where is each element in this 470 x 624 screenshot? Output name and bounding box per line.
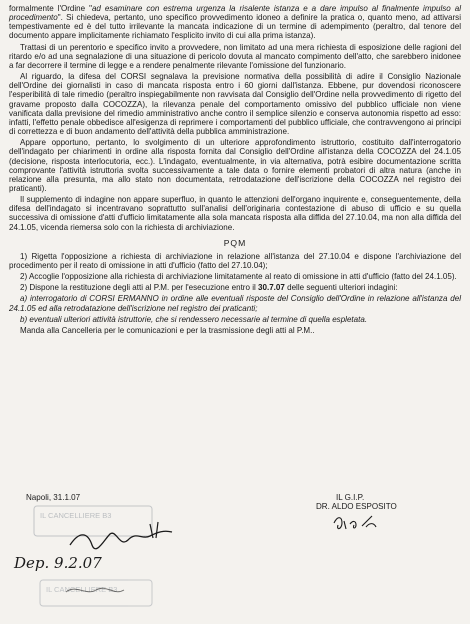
- handwritten-deposit-date: Dep. 9.2.07: [14, 554, 102, 572]
- pqm-item-1: [9, 272, 461, 281]
- stamp-text-bottom: IL CANCELLIERE B3: [46, 585, 118, 594]
- pqm-item-0-text-0: 1) Rigetta l'opposizione a richiesta di archiviazione in relazione all'istanza del 27.10.04 e dispone l'archiviazione del procedimento per il reato di omissione in atti d'ufficio (fatto del 27.10.04);: [9, 251, 461, 270]
- paragraph-3: [9, 138, 461, 193]
- pqm-item-2-text-2: delle seguenti ulteriori indagini:: [284, 283, 398, 293]
- pqm-item-4-text-0: b) eventuali ulteriori attività istruttorie, che si rendessero necessarie al termine di quella espletata.: [20, 314, 368, 324]
- paragraph-2-text-0: Al riguardo, la difesa del CORSI segnalava la previsione normativa della possibilità di adire il Consiglio Nazionale dell'Ordine dei giornalisti in caso di mancata risposta entro i 60 giorni dall'istanza. Ebbene, pur dovendosi riconoscere l'esperibilità di tale rimedio (peraltro inspiegabilmente non ravvisata dal Consiglio dell'Ordine nella provvedimento di rigetto del gravame proposto dalla COCOZZA), la rilevanza penale del comportamento omissivo del pubblico ufficiale non viene vanificata dalla previsione del rimedio amministrativo anche contro il semplice silenzio e conserva autonomia rispetto ad esso: infatti, l'effetto penale obbedisce all'esigenza di reprimere i comportamenti del pubblico ufficiale, che contravvengono ai principi di correttezza e di buon andamento dell'attività della pubblica amministrazione.: [9, 72, 461, 137]
- pqm-item-5-text-0: Manda alla Cancelleria per le comunicazioni e per la trasmissione degli atti al P.M..: [20, 325, 315, 335]
- pqm-item-2-text-1: 30.7.07: [258, 283, 285, 293]
- signature-block: [0, 493, 470, 513]
- paragraph-0: [9, 4, 461, 41]
- paragraph-4: [9, 195, 461, 232]
- pqm-item-4: [9, 315, 461, 324]
- pqm-item-5: [9, 326, 461, 335]
- judge-title: IL G.I.P.: [336, 493, 365, 502]
- paragraph-0-text-0: formalmente l'Ordine ": [9, 4, 92, 13]
- judge-name: DR. ALDO ESPOSITO: [316, 502, 397, 511]
- pqm-list: [9, 252, 461, 335]
- paragraph-0-text-2: ". Si chiedeva, pertanto, uno specifico provvedimento idoneo a definire la pratica o, quanto meno, ad attivarsi tempestivamente ed è del tutto irrilevante la mancata indicazione di un termine di adempimento (peraltro, dal tenore del documento appare implicitamente richiamato l'esplicito invito di cui alla prima istanza).: [9, 13, 461, 41]
- body-text: [9, 4, 461, 232]
- pqm-item-3-text-0: a) interrogatorio di CORSI ERMANNO in ordine alle eventuali risposte del Consiglio dell'Ordine in relazione all'istanza del 24.1.05 ed alla retrodatazione dell'iscrizione nel registro dei praticanti;: [9, 294, 461, 313]
- pqm-item-2-text-0: 2) Dispone la restituzione degli atti al P.M. per l'esecuzione entro il: [20, 283, 259, 293]
- pqm-item-0: [9, 252, 461, 270]
- paragraph-1-text-0: Trattasi di un perentorio e specifico invito a provvedere, non limitato ad una mera richiesta di esposizione delle ragioni del ritardo e/o ad una segnalazione di una situazione di pericolo dovuta al mancato compimento dell'atto, che sarebbero inidonee a far decorrere il termine di legge e a rendere penalmente rilevante l'omissione del funzionario.: [9, 42, 461, 70]
- paragraph-0-text-1: ad esaminare con estrema urgenza la risalente istanza e a dare impulso al finalmente impulso al procedimento: [9, 4, 461, 23]
- paragraph-4-text-0: Il supplemento di indagine non appare superfluo, in quanto le attenzioni dell'organo inquirente e, conseguentemente, della difesa dell'indagato si incentravano soprattutto sull'analisi dell'originaria contestazione di abuso di ufficio e su quella successiva di omissione d'atti d'ufficio limitatamente alla sola mancata risposta alla diffida del 27.10.04, ma non alla diffida del 24.1.05, vicenda riemersa solo con la richiesta di archiviazione.: [9, 195, 461, 232]
- pqm-item-1-text-0: 2) Accoglie l'opposizione alla richiesta di archiviazione limitatamente al reato di omissione in atti d'ufficio (fatto del 24.1.05).: [20, 272, 457, 282]
- paragraph-1: [9, 43, 461, 70]
- stamp-text-top: IL CANCELLIERE B3: [40, 511, 112, 520]
- pqm-heading: PQM: [223, 237, 247, 248]
- pqm-item-2: [9, 283, 461, 292]
- paragraph-2: [9, 72, 461, 136]
- paragraph-3-text-0: Appare opportuno, pertanto, lo svolgimento di un ulteriore approfondimento istruttorio, costituito dall'interrogatorio dell'indagato per chiarimenti in ordine alla risposta fornita dal Consiglio dell'Ordine all'istanza della COCOZZA del 24.1.05 (decisione, risposta interlocutoria, ecc.). L'indagato, eventualmente, in via alternativa, potrà esibire documentazione scritta comprovante l'attività istruttoria svolta successivamente a tale data o fornire elementi probatori di altra natura (anche in relazione alla presunta, ma allo stato non documentata, retrodatazione dell'iscrizione della COCOZZA nel registro dei praticanti).: [9, 138, 461, 193]
- place-date: Napoli, 31.1.07: [26, 493, 81, 502]
- pqm-item-3: [9, 294, 461, 312]
